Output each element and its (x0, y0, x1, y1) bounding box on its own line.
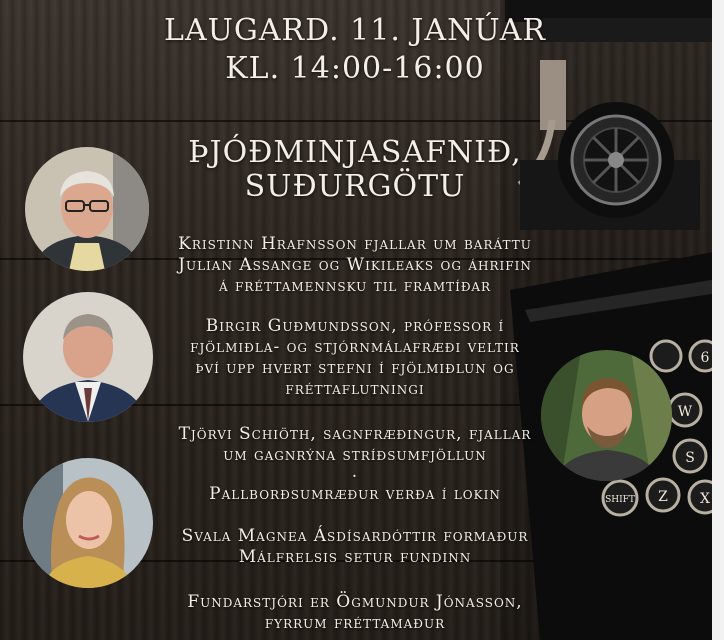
separator-dot: . (351, 462, 359, 482)
venue-name: ÞJÓÐMINJASAFNIÐ, (188, 135, 522, 170)
talk-2 (110, 316, 600, 400)
talk-2-line-3: því upp hvert stefni í fjölmiðlun og (195, 358, 515, 378)
chair-note (110, 526, 600, 568)
talk-2-line-2: fjölmiðla- og stjórnmálafræði veltir (190, 337, 520, 357)
talk-2-line-1: Birgir Guðmundsson, prófessor í (205, 316, 505, 336)
moderator-note (110, 592, 600, 634)
chair-line-1: Svala Magnea Ásdísardóttir formaður (181, 526, 529, 546)
moderator-line-1: Fundarstjóri er Ögmundur Jónasson, (187, 592, 523, 612)
talk-1-line-1: Kristinn Hrafnsson fjallar um baráttu (178, 234, 532, 254)
key-s: S (685, 450, 695, 466)
talk-3-line-2: um gagnrýna stríðsumfjöllun (223, 445, 487, 465)
edge-strip (712, 0, 724, 640)
talk-1-line-3: á fréttamennsku til framtíðar (218, 276, 492, 296)
key-z: Z (658, 489, 668, 505)
moderator-line-2: fyrrum fréttamaður (264, 613, 446, 633)
talk-3 (110, 424, 600, 466)
panel-discussion: Pallborðsumræður verða í lokin (209, 484, 501, 504)
talk-1 (110, 234, 600, 297)
talk-2-line-4: fréttaflutningi (285, 379, 425, 399)
key-6: 6 (700, 350, 710, 366)
talk-3-line-1: Tjörvi Schiöth, sagnfræðingur, fjallar (178, 424, 532, 444)
talk-1-line-2: Julian Assange og Wikileaks og áhrifin (178, 255, 532, 275)
key-x: X (700, 491, 710, 507)
chair-line-2: Málfrelsis setur fundinn (238, 547, 472, 567)
event-date: LAUGARD. 11. JANÚAR (164, 13, 546, 48)
venue-street: SUÐURGÖTU (244, 169, 466, 204)
key-w: W (677, 404, 693, 420)
key-shift: SHIFT (605, 495, 635, 505)
event-time: KL. 14:00-16:00 (225, 51, 485, 86)
